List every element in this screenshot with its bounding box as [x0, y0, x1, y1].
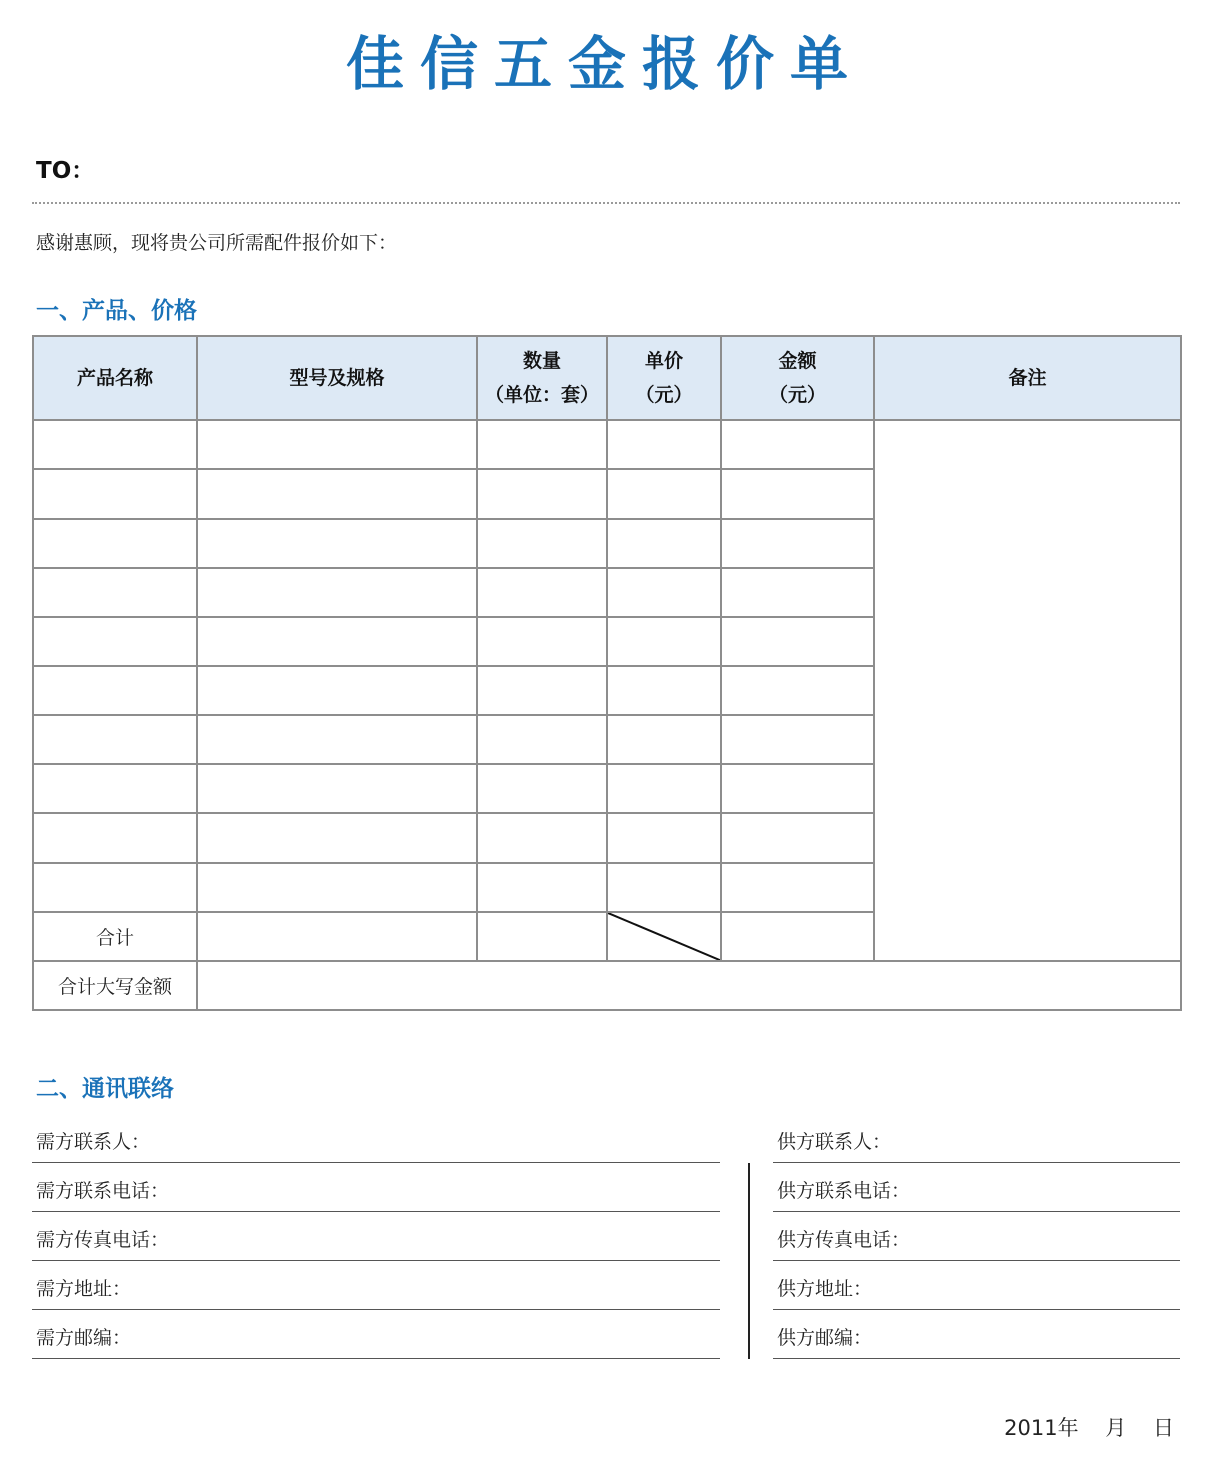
quantity-cell[interactable] — [477, 715, 607, 764]
quantity-cell[interactable] — [477, 469, 607, 518]
product-name-cell[interactable] — [33, 863, 197, 912]
product-name-cell[interactable] — [33, 519, 197, 568]
unit-price-cell[interactable] — [607, 764, 721, 813]
total-uppercase-value-cell[interactable] — [197, 961, 1181, 1010]
table-header-row — [33, 336, 1181, 420]
model-spec-cell[interactable] — [197, 863, 477, 912]
header-amount-line2: （元） — [768, 384, 826, 407]
header-amount — [721, 336, 874, 420]
header-amount-line1: 金额 — [778, 350, 817, 373]
intro-text: 感谢惠顾，现将贵公司所需配件报价如下： — [36, 232, 398, 254]
quantity-cell[interactable] — [477, 813, 607, 862]
contacts-divider — [748, 1163, 750, 1359]
model-spec-cell[interactable] — [197, 519, 477, 568]
amount-cell[interactable] — [721, 813, 874, 862]
buyer-contact-person-row[interactable] — [32, 1114, 720, 1163]
amount-cell[interactable] — [721, 519, 874, 568]
total-unit-price-crossed-cell — [607, 912, 721, 961]
total-model-spec-cell[interactable] — [197, 912, 477, 961]
amount-cell[interactable] — [721, 764, 874, 813]
header-quantity-line2: （单位：套） — [484, 384, 599, 407]
quantity-cell[interactable] — [477, 863, 607, 912]
table-body — [33, 420, 1181, 961]
unit-price-cell[interactable] — [607, 813, 721, 862]
buyer-fax-label: 需方传真电话： — [36, 1229, 170, 1251]
section-title-products: 一、产品、价格 — [36, 298, 197, 324]
product-name-cell[interactable] — [33, 666, 197, 715]
table-row — [33, 420, 1181, 469]
supplier-fax-row[interactable] — [773, 1212, 1180, 1261]
header-unit-price-line1: 单价 — [644, 350, 683, 373]
amount-cell[interactable] — [721, 863, 874, 912]
remarks-cell[interactable] — [874, 420, 1181, 961]
supplier-postcode-label: 供方邮编： — [777, 1327, 873, 1349]
amount-cell[interactable] — [721, 715, 874, 764]
model-spec-cell[interactable] — [197, 764, 477, 813]
unit-price-cell[interactable] — [607, 420, 721, 469]
document-title: 佳信五金报价单 — [345, 30, 864, 98]
buyer-phone-label: 需方联系电话： — [36, 1180, 170, 1202]
product-name-cell[interactable] — [33, 469, 197, 518]
model-spec-cell[interactable] — [197, 617, 477, 666]
quantity-cell[interactable] — [477, 764, 607, 813]
unit-price-cell[interactable] — [607, 863, 721, 912]
buyer-fax-row[interactable] — [32, 1212, 720, 1261]
quantity-cell[interactable] — [477, 666, 607, 715]
model-spec-cell[interactable] — [197, 715, 477, 764]
total-label: 合计 — [33, 912, 197, 961]
header-product-name: 产品名称 — [33, 336, 197, 420]
supplier-postcode-row[interactable] — [773, 1310, 1180, 1359]
header-unit-price — [607, 336, 721, 420]
date-line: 2011年 月 日 — [1004, 1416, 1174, 1440]
section-title-contacts: 二、通讯联络 — [36, 1076, 174, 1102]
amount-cell[interactable] — [721, 617, 874, 666]
supplier-contact-person-row[interactable] — [773, 1114, 1180, 1163]
header-model-spec: 型号及规格 — [197, 336, 477, 420]
quantity-cell[interactable] — [477, 617, 607, 666]
supplier-phone-label: 供方联系电话： — [777, 1180, 911, 1202]
supplier-contact-person-label: 供方联系人： — [777, 1131, 892, 1153]
diagonal-slash — [608, 913, 720, 960]
product-name-cell[interactable] — [33, 617, 197, 666]
header-remarks: 备注 — [874, 336, 1181, 420]
model-spec-cell[interactable] — [197, 420, 477, 469]
supplier-contacts — [773, 1114, 1180, 1359]
header-quantity — [477, 336, 607, 420]
supplier-phone-row[interactable] — [773, 1163, 1180, 1212]
table-total-uppercase-row — [33, 961, 1181, 1010]
unit-price-cell[interactable] — [607, 519, 721, 568]
total-amount-cell[interactable] — [721, 912, 874, 961]
unit-price-cell[interactable] — [607, 469, 721, 518]
quantity-cell[interactable] — [477, 519, 607, 568]
quote-table — [32, 335, 1182, 1011]
model-spec-cell[interactable] — [197, 568, 477, 617]
buyer-phone-row[interactable] — [32, 1163, 720, 1212]
unit-price-cell[interactable] — [607, 715, 721, 764]
product-name-cell[interactable] — [33, 715, 197, 764]
product-name-cell[interactable] — [33, 813, 197, 862]
header-quantity-line1: 数量 — [522, 350, 561, 373]
model-spec-cell[interactable] — [197, 666, 477, 715]
to-label: TO： — [36, 158, 95, 184]
unit-price-cell[interactable] — [607, 617, 721, 666]
header-unit-price-line2: （元） — [635, 384, 693, 407]
product-name-cell[interactable] — [33, 568, 197, 617]
buyer-postcode-label: 需方邮编： — [36, 1327, 132, 1349]
product-name-cell[interactable] — [33, 420, 197, 469]
supplier-fax-label: 供方传真电话： — [777, 1229, 911, 1251]
unit-price-cell[interactable] — [607, 568, 721, 617]
buyer-contact-person-label: 需方联系人： — [36, 1131, 151, 1153]
total-quantity-cell[interactable] — [477, 912, 607, 961]
buyer-postcode-row[interactable] — [32, 1310, 720, 1359]
supplier-address-row[interactable] — [773, 1261, 1180, 1310]
quantity-cell[interactable] — [477, 568, 607, 617]
model-spec-cell[interactable] — [197, 813, 477, 862]
amount-cell[interactable] — [721, 666, 874, 715]
buyer-address-row[interactable] — [32, 1261, 720, 1310]
total-uppercase-label: 合计大写金额 — [33, 961, 197, 1010]
unit-price-cell[interactable] — [607, 666, 721, 715]
product-name-cell[interactable] — [33, 764, 197, 813]
supplier-address-label: 供方地址： — [777, 1278, 873, 1300]
amount-cell[interactable] — [721, 469, 874, 518]
amount-cell[interactable] — [721, 568, 874, 617]
buyer-address-label: 需方地址： — [36, 1278, 132, 1300]
quantity-cell[interactable] — [477, 420, 607, 469]
model-spec-cell[interactable] — [197, 469, 477, 518]
amount-cell[interactable] — [721, 420, 874, 469]
buyer-contacts — [32, 1114, 720, 1359]
dotted-separator — [32, 202, 1180, 204]
diagonal-line — [608, 913, 720, 960]
